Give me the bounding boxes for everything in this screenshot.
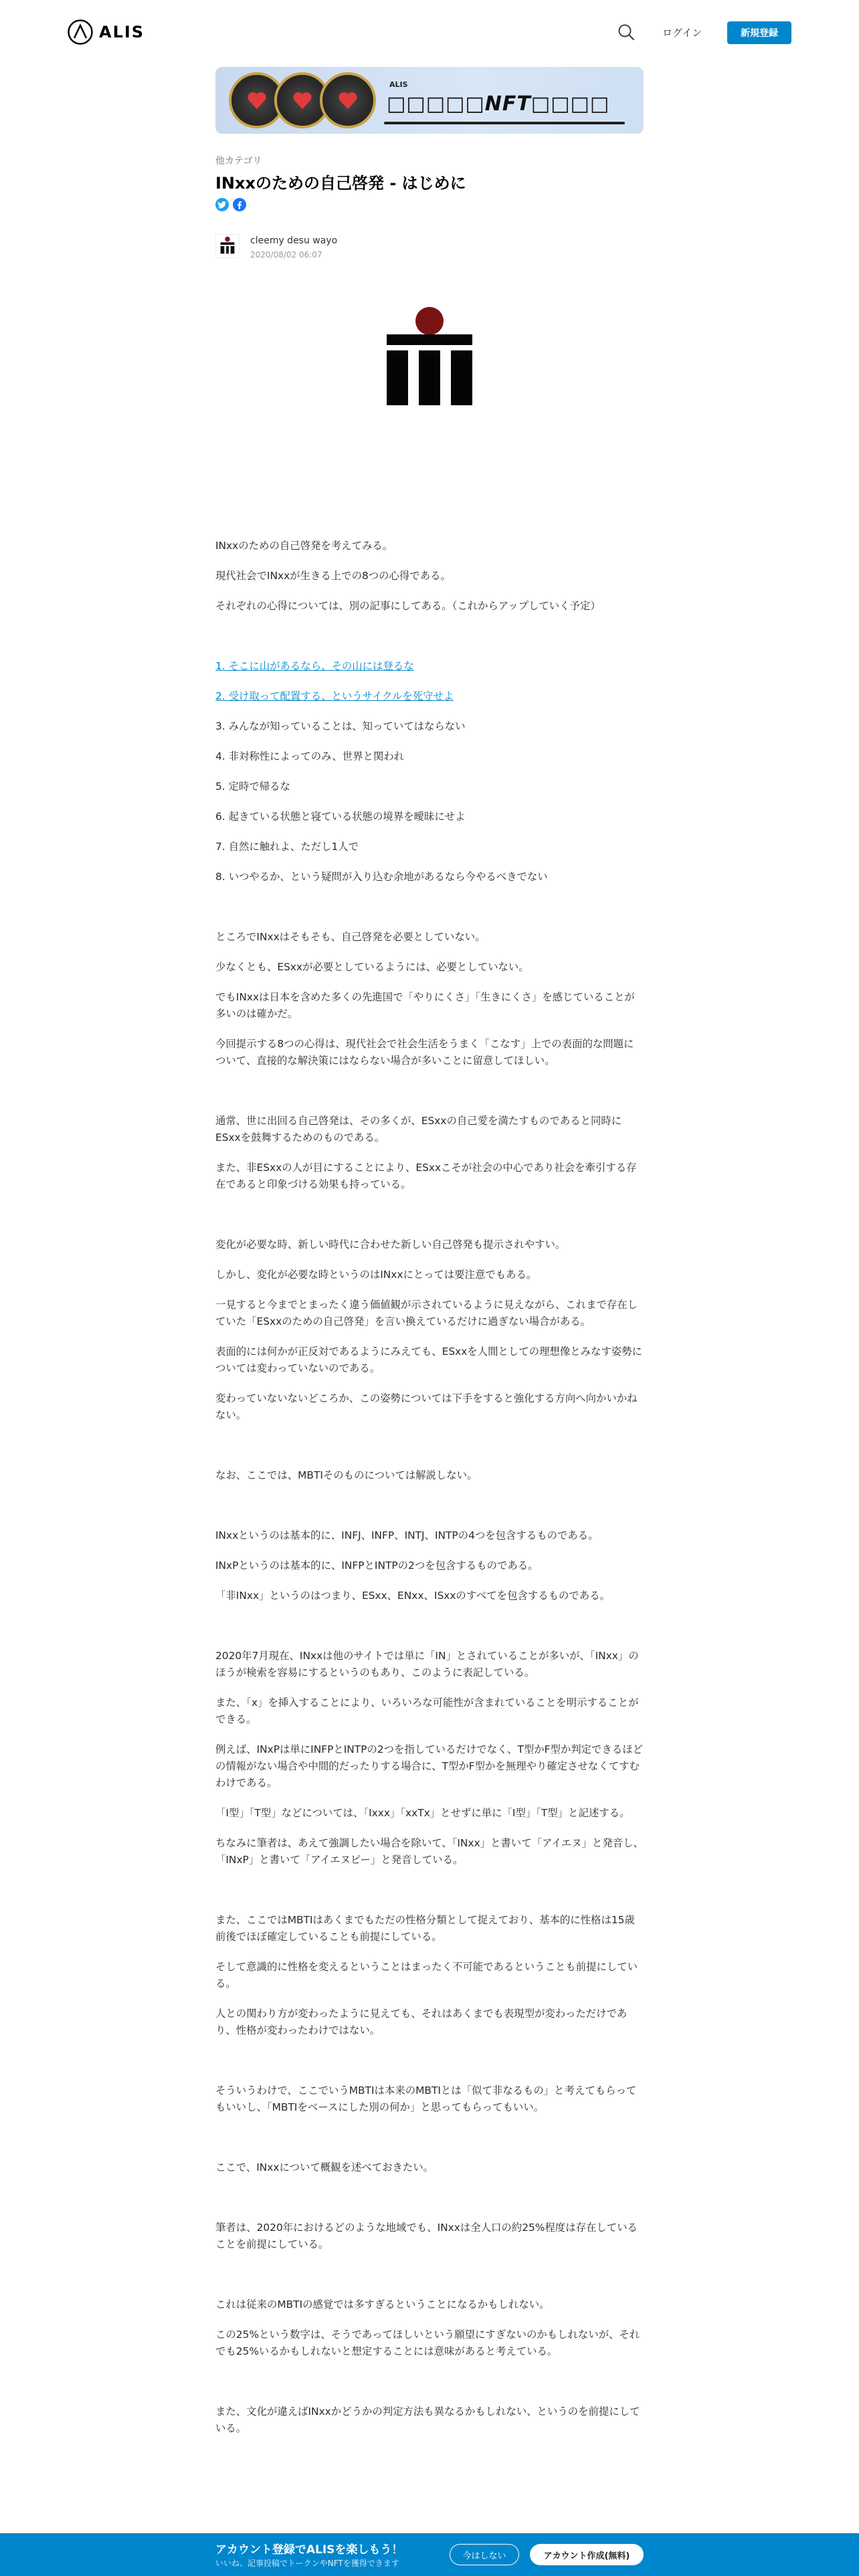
article-body	[215, 538, 644, 2450]
article-paragraph: INxPというのは基本的に、INFPとINTPの2つを包含するものである。	[215, 1560, 539, 1572]
paragraph-spacer	[215, 2373, 644, 2403]
paragraph-spacer	[215, 1882, 644, 1912]
article-paragraph	[215, 658, 644, 675]
heart-icon	[338, 91, 358, 110]
article-link[interactable]: 2. 受け取って配置する、というサイクルを死守せよ	[215, 690, 454, 702]
article-paragraph: 少なくとも、ESxxが必要としているようには、必要としていない。	[215, 961, 529, 973]
article-paragraph: そういうわけで、ここでいうMBTIは本来のMBTIとは「似て非なるもの」と考えてもらってもいいし、「MBTIをベースにした別の何か」と思ってもらってもいい。	[215, 2084, 637, 2113]
article-paragraph: また、ここではMBTIはあくまでもただの性格分類として捉えており、基本的に性格は15歳前後でほぼ確定していることも前提にしている。	[215, 1914, 635, 1943]
paragraph-spacer	[215, 1206, 644, 1237]
article-paragraph: 今回提示する8つの心得は、現代社会で社会生活をうまく「こなす」上での表面的な問題について、直接的な解決策にはならない場合が多いことに留意してほしい。	[215, 1038, 634, 1067]
article-paragraph: 例えば、INxPは単にINFPとINTPの2つを指しているだけでなく、T型かF型か判定できるほどの情報がない場合や中間的だったりする場合に、T型かF型かを無理やり確定させなくてすむわけである。	[215, 1743, 643, 1789]
article-paragraph: 4. 非対称性によってのみ、世界と関われ	[215, 750, 405, 762]
author-avatar[interactable]	[215, 234, 240, 258]
avatar-icon	[216, 235, 239, 257]
article-paragraph: INxxというのは基本的に、INFJ、INFP、INTJ、INTPの4つを包含するものである。	[215, 1529, 599, 1541]
article-paragraph: 5. 定時で帰るな	[215, 780, 290, 792]
article-paragraph	[215, 688, 644, 705]
nft-banner[interactable]	[215, 67, 644, 134]
publish-date: 2020/08/02 06:07	[250, 250, 322, 259]
alis-logo[interactable]	[67, 19, 145, 45]
signup-prompt-subtitle: いいね、記事投稿でトークンやNFTを獲得できます	[215, 2559, 399, 2568]
paragraph-spacer	[215, 1083, 644, 1113]
article-paragraph: ちなみに筆者は、あえて強調したい場合を除いて、「INxx」と書いて「アイエヌ」と発音し、「INxP」と書いて「アイエヌピー」と発音している。	[215, 1837, 644, 1866]
article-paragraph: 2020年7月現在、INxxは他のサイトでは単に「IN」とされていることが多いが、「INxx」のほうが検索を容易にするというのもあり、このように表記している。	[215, 1650, 639, 1679]
paragraph-spacer	[215, 2129, 644, 2159]
article-paragraph: 通常、世に出回る自己啓発は、その多くが、ESxxの自己愛を満たすものであると同時にESxxを鼓舞するためのものである。	[215, 1115, 622, 1144]
logo-text: ALIS	[99, 23, 145, 41]
signup-prompt-title: アカウント登録でALISを楽しもう！	[215, 2543, 403, 2557]
site-header	[0, 0, 859, 64]
heart-icon	[247, 91, 267, 110]
dismiss-button[interactable]: 今はしない	[450, 2544, 519, 2565]
paragraph-spacer	[215, 2189, 644, 2220]
signup-button[interactable]: 新規登録	[727, 21, 791, 44]
article-paragraph: これは従来のMBTIの感覚では多すぎるということになるかもしれない。	[215, 2298, 550, 2311]
article-paragraph: 6. 起きている状態と寝ている状態の境界を曖昧にせよ	[215, 811, 466, 823]
paragraph-spacer	[215, 2052, 644, 2082]
article-paragraph: 一見すると今までとまったく違う価値観が示されているように見えながら、これまで存在していた「ESxxのための自己啓発」を言い換えているだけに過ぎない場合がある。	[215, 1299, 638, 1327]
banner-title: □□□□□NFT□□□□	[387, 92, 610, 116]
twitter-share-button[interactable]	[215, 198, 229, 211]
facebook-share-button[interactable]	[233, 198, 246, 211]
login-link[interactable]: ログイン	[662, 27, 702, 39]
article-paragraph: 変化が必要な時、新しい時代に合わせた新しい自己啓発も提示されやすい。	[215, 1239, 566, 1251]
article-title: INxxのための自己啓発 - はじめに	[215, 174, 466, 193]
article-paragraph: ところでINxxはそもそも、自己啓発を必要としていない。	[215, 931, 486, 943]
paragraph-spacer	[215, 1618, 644, 1648]
paragraph-spacer	[215, 628, 644, 658]
paragraph-spacer	[215, 899, 644, 929]
article-paragraph: そして意識的に性格を変えるということはまったく不可能であるということも前提にしている。	[215, 1961, 638, 1990]
alis-logo-icon	[67, 19, 94, 45]
article-paragraph: また、非ESxxの人が目にすることにより、ESxxこそが社会の中心であり社会を牽引する存在であると印象づける効果も持っている。	[215, 1162, 637, 1190]
article-paragraph: 人との関わり方が変わったように見えても、それはあくまでも表現型が変わっただけであり、性格が変わったわけではない。	[215, 2008, 628, 2036]
heart-icon	[292, 91, 312, 110]
article-paragraph: 現代社会でINxxが生きる上での8つの心得である。	[215, 570, 451, 582]
article-paragraph: 3. みんなが知っていることは、知っていてはならない	[215, 720, 466, 732]
article-paragraph: INxxのための自己啓発を考えてみる。	[215, 540, 393, 552]
twitter-icon	[217, 200, 227, 209]
article-paragraph: ここで、INxxについて概観を述べておきたい。	[215, 2161, 434, 2173]
article-link[interactable]: 1. そこに山があるなら、その山には登るな	[215, 660, 414, 672]
article-paragraph: また、文化が違えばINxxかどうかの判定方法も異なるかもしれない、というのを前提にしている。	[215, 2405, 640, 2434]
article-paragraph: また、「x」を挿入することにより、いろいろな可能性が含まれていることを明示することができる。	[215, 1697, 639, 1725]
paragraph-spacer	[215, 1497, 644, 1527]
article-paragraph: 「非INxx」というのはつまり、ESxx、ENxx、ISxxのすべてを包含するものである。	[215, 1590, 610, 1602]
article-paragraph: それぞれの心得については、別の記事にしてある。（これからアップしていく予定）	[215, 600, 601, 612]
banner-logo-text: ALIS	[389, 80, 408, 89]
nft-coin-image	[320, 72, 376, 128]
signup-prompt-bar	[0, 2533, 859, 2576]
author-name[interactable]: cleemy desu wayo	[250, 235, 338, 246]
article-paragraph: 変わっていないないどころか、この姿勢については下手をすると強化する方向へ向かいかねない。	[215, 1392, 638, 1421]
article-eyecatch-image	[387, 306, 472, 405]
article-paragraph: 7. 自然に触れよ、ただし1人で	[215, 841, 359, 853]
article-paragraph: しかし、変化が必要な時というのはINxxにとっては要注意でもある。	[215, 1269, 537, 1281]
paragraph-spacer	[215, 2266, 644, 2296]
article-paragraph: この25%という数字は、そうであってほしいという願望にすぎないのかもしれないが、それでも25%いるかもしれないと想定することには意味があると考えている。	[215, 2329, 640, 2357]
article-paragraph: 「I型」「T型」などについては、「Ixxx」「xxTx」とせずに単に「I型」「T型」と記述する。	[215, 1807, 630, 1819]
article-paragraph: なお、ここでは、MBTIそのものについては解説しない。	[215, 1469, 478, 1481]
search-icon[interactable]	[617, 23, 636, 41]
facebook-icon	[235, 200, 244, 209]
article-paragraph: 表面的には何かが正反対であるようにみえても、ESxxを人間としての理想像とみなす姿勢については変わっていないのである。	[215, 1346, 642, 1374]
paragraph-spacer	[215, 1437, 644, 1467]
create-account-button[interactable]: アカウント作成(無料)	[530, 2544, 644, 2565]
article-paragraph: でもINxxは日本を含めた多くの先進国で「やりにくさ」「生きにくさ」を感じていることが多いのは確かだ。	[215, 991, 635, 1020]
banner-underline	[384, 122, 625, 124]
article-paragraph: 8. いつやるか、という疑問が入り込む余地があるなら今やるべきでない	[215, 871, 548, 883]
article-paragraph: 筆者は、2020年におけるどのような地域でも、INxxは全人口の約25%程度は存在していることを前提にしている。	[215, 2222, 638, 2250]
article-category[interactable]: 他カテゴリ	[215, 156, 262, 167]
